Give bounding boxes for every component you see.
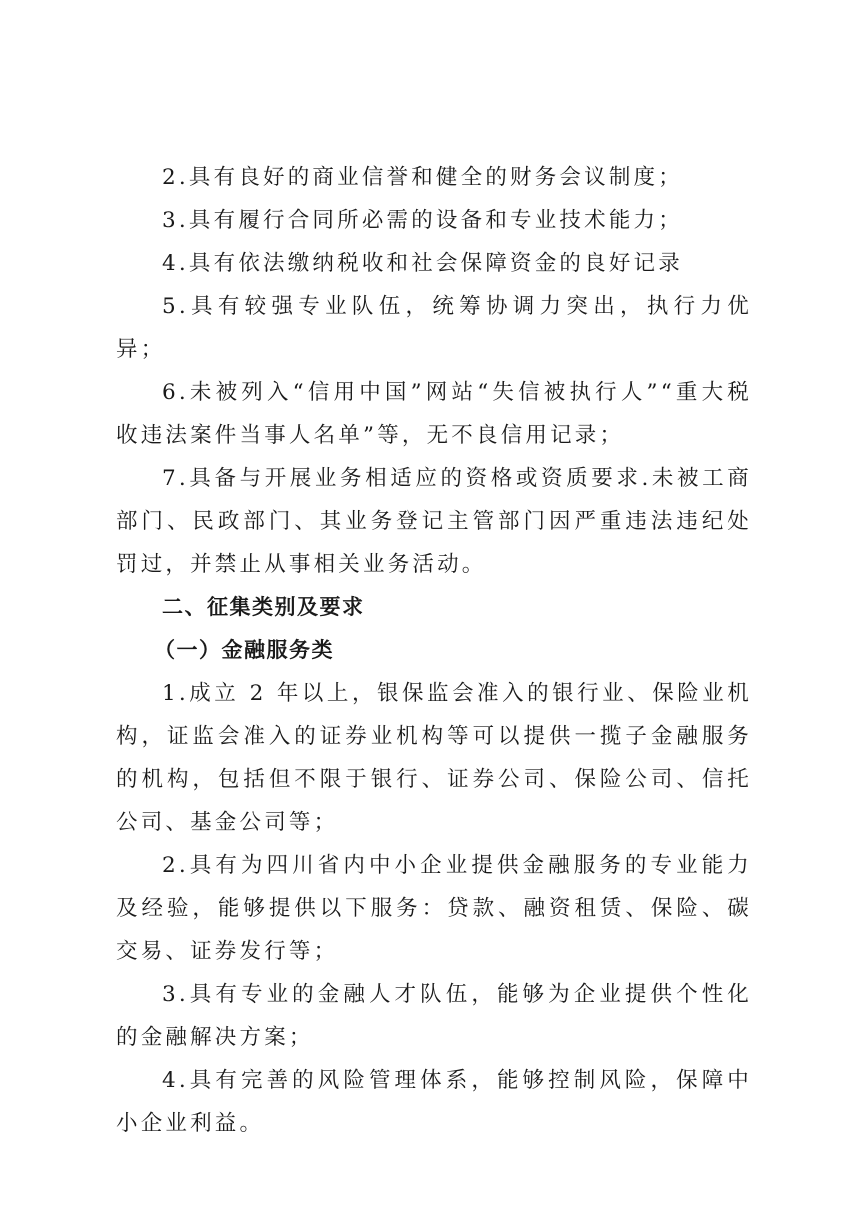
requirement-item-4: 4.具有依法缴纳税收和社会保障资金的良好记录	[162, 251, 683, 276]
financial-requirement-3: 3.具有专业的金融人才队伍，能够为企业提供个性化的金融解决方案；	[116, 982, 752, 1050]
section-heading: 二、征集类别及要求	[162, 595, 365, 619]
financial-requirement-1: 1.成立 2 年以上，银保监会准入的银行业、保险业机构，证监会准入的证券业机构等可以提供一揽子金融服务的机构，包括但不限于银行、证券公司、保险公司、信托公司、基金公司等；	[116, 681, 752, 835]
requirement-item-6: 6.未被列入“信用中国”网站“失信被执行人”“重大税收违法案件当事人名单”等，无不良信用记录；	[116, 380, 752, 448]
financial-requirement-2: 2.具有为四川省内中小企业提供金融服务的专业能力及经验，能够提供以下服务：贷款、融资租赁、保险、碳交易、证券发行等；	[116, 853, 752, 964]
requirement-item-5: 5.具有较强专业队伍，统筹协调力突出，执行力优异；	[116, 294, 752, 362]
document-page	[116, 156, 752, 1145]
subsection-heading: （一）金融服务类	[154, 638, 334, 662]
financial-requirement-4: 4.具有完善的风险管理体系，能够控制风险，保障中小企业利益。	[116, 1068, 752, 1136]
requirement-item-2: 2.具有良好的商业信誉和健全的财务会议制度；	[162, 165, 683, 190]
requirement-item-3: 3.具有履行合同所必需的设备和专业技术能力；	[162, 208, 683, 233]
requirement-item-7: 7.具备与开展业务相适应的资格或资质要求.未被工商部门、民政部门、其业务登记主管部门因严重违法违纪处罚过，并禁止从事相关业务活动。	[116, 466, 752, 577]
